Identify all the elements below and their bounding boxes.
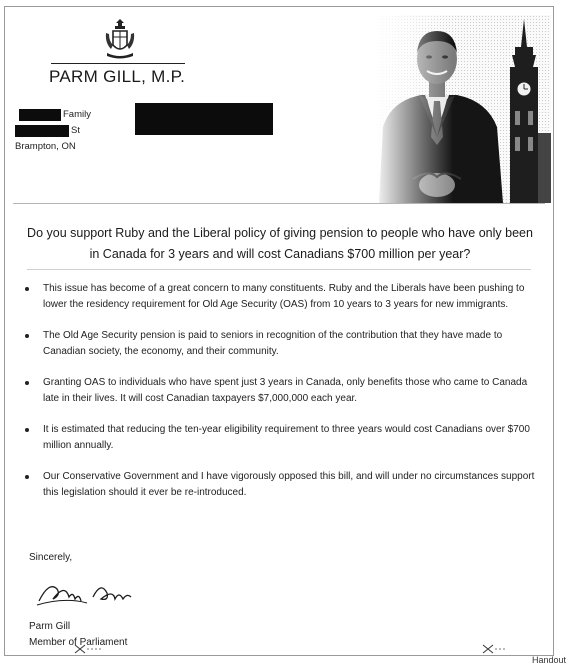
list-item: Granting OAS to individuals who have spent just 3 years in Canada, only benefits those who came to Canada late in their lives. It will cost Canadian taxpayers $7,000,000 each year. xyxy=(23,375,535,406)
redacted-name xyxy=(19,109,61,121)
closing-sincerely: Sincerely, xyxy=(29,552,73,563)
list-item: Our Conservative Government and I have vigorously opposed this bill, and will under no circumstances support this legislation should it ever be re-introduced. xyxy=(23,469,535,500)
coat-of-arms-icon xyxy=(103,19,137,61)
redacted-street xyxy=(15,125,69,137)
handwritten-signature xyxy=(35,575,135,611)
bullet-dot-icon xyxy=(25,334,29,338)
signer-name: Parm Gill xyxy=(29,621,71,632)
list-item: The Old Age Security pension is paid to seniors in recognition of the contribution that they have made to Canadian society, the economy, and their community. xyxy=(23,328,535,359)
header-divider xyxy=(13,203,545,204)
redacted-block xyxy=(135,103,273,135)
mp-portrait-photo xyxy=(373,15,551,203)
bullet-dot-icon xyxy=(25,428,29,432)
address-line-3: Brampton, ON xyxy=(15,141,76,152)
letter-question: Do you support Ruby and the Liberal policy of giving pension to people who have only been in Canada for 3 years and will cost Canadians $700 million per year? xyxy=(27,226,533,261)
question-divider xyxy=(27,269,531,270)
letter-page xyxy=(4,6,554,656)
bullet-list xyxy=(23,281,535,516)
scissor-mark-icon xyxy=(477,643,507,655)
scissor-mark-icon xyxy=(73,643,103,655)
mp-name: PARM GILL, M.P. xyxy=(49,67,186,86)
letterhead-rule xyxy=(51,63,185,64)
photo-credit: Handout xyxy=(531,655,566,665)
list-item: This issue has become of a great concern to many constituents. Ruby and the Liberals have been pushing to lower the residency requirement for Old Age Security (OAS) from 10 years to 3 years for new immigrants. xyxy=(23,281,535,312)
address-line-2: St xyxy=(71,125,80,136)
bullet-dot-icon xyxy=(25,381,29,385)
address-line-1: Family xyxy=(63,109,91,120)
signer-title: Member of Parliament xyxy=(29,637,128,648)
bullet-dot-icon xyxy=(25,287,29,291)
list-item: It is estimated that reducing the ten-year eligibility requirement to three years would cost Canadians over $700 million annually. xyxy=(23,422,535,453)
bullet-dot-icon xyxy=(25,475,29,479)
